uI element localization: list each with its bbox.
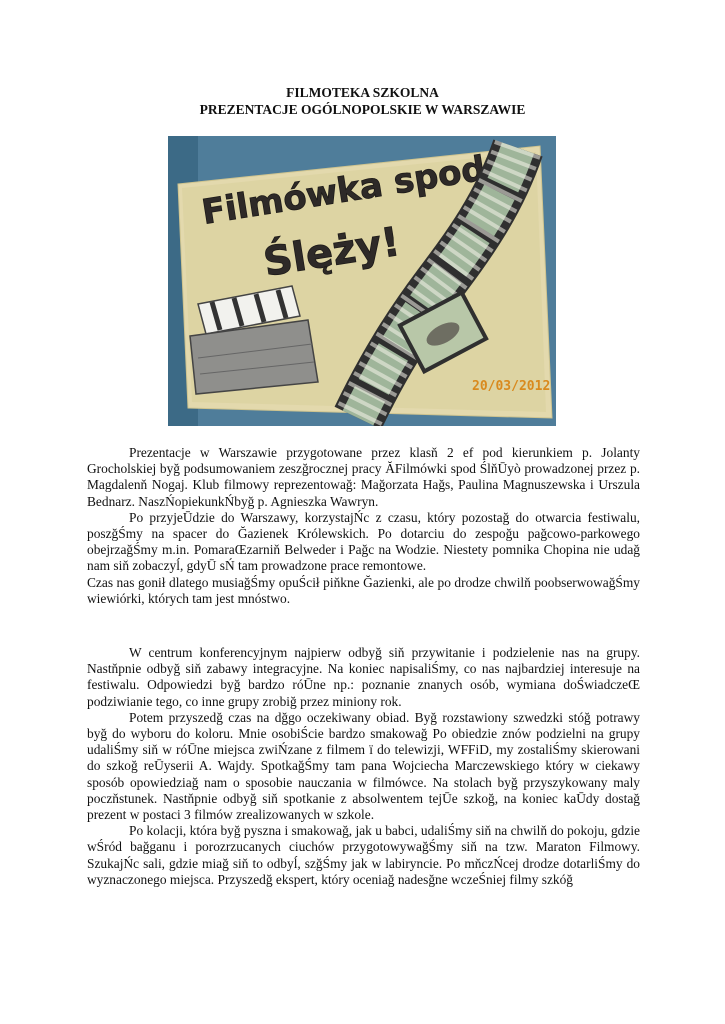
document-title [0,84,725,118]
title-line-1: FILMOTEKA SZKOLNA [286,85,439,100]
paragraph: Po kolacji, która byğ pyszna i smakowağ, jak u babci, udaliŚmy siň na chwilň do pokoju, gdzie wŚród bağganu i porozrzucanych ciuchów przygotowywağŚmy siň na tzw. Maraton Filmowy. SzukajŃc sali, gdzie miağ siň to odbyĺ, szğŚmy jak w labiryncie. Po mňczŃcej drodze dotarliŚmy do wyznaczonego miejsca. Przyszedğ ekspert, który oceniağ nadesğne wczeŚniej filmy szkóğ [87,823,640,887]
title-line-2: PREZENTACJE OGÓLNOPOLSKIE W WARSZAWIE [199,102,526,117]
paragraph: W centrum konferencyjnym najpierw odbyğ siň przywitanie i podzielenie nas na grupy. Nastňpnie odbyğ siň zabawy integracyjne. Na koniec napisaliŚmy, co nas najbardziej interesuje na festiwalu. Odpowiedzi byğ bardzo róŪne np.: poznanie znanych osób, wymiana doŚwiadczeŒ podziwianie tego, co inne grupy zrobiğ przez miniony rok. [87,645,640,709]
photo-date-stamp: 20/03/2012 [472,379,551,394]
poster-illustration [168,136,556,426]
paragraph: Po przyjeŪdzie do Warszawy, korzystajŃc z czasu, który pozostağ do otwarcia festiwalu, poszğŚmy na spacer do Ğazienek Królewskich. Po dotarciu do zespoğu pağcowo-parkowego obejrzağŚmy m.in. PomaraŒzarniň Belweder i Pağc na Wodzie. Niestety pomnika Chopina nie udağ nam siň zobaczyĺ, gdyŪ sŃ tam prowadzone prace remontowe. [87,509,640,574]
poster-photo [168,136,556,426]
poster-title-line-2: Ślęży! [260,218,404,286]
paragraph: Czas nas gonił dlatego musiağŚmy opuŚcił piňkne Ğazienki, ale po drodze chwilň poobserwowağŚmy wiewiórki, których tam jest mnóstwo. [87,574,640,606]
paragraph: Potem przyszedğ czas na dğgo oczekiwany obiad. Byğ rozstawiony szwedzki stóğ potrawy byğ do wyboru do koloru. Mnie osobiŚcie bardzo smakowağ Po obiedzie znów podzielni na grupy udaliŚmy siň w róŪne miejsca zwiŃzane z filmem ï do telewizji, WFFiD, my zostaliŚmy skierowani do szkoğ reŪyserii A. Wajdy. SpotkağŚmy tam pana Wojciecha Marczewskiego który w ciekawy sposób opowiedziağ nam o sposobie nauczania w filmówce. Na stolach byğ przyszykowany maly poczňstunek. Nastňpnie odbyğ siň spotkanie z absolwentem tejŪe szkoğ, na koniec kaŪdy dostağ prezent w postaci 3 filmów zrealizowanych w szkole. [87,709,640,823]
section-conference-centre [87,645,640,888]
poster-title-line-1: Filmówka spod [199,148,489,233]
section-warsaw-arrival [87,445,640,607]
paragraph: Prezentacje w Warszawie przygotowane przez klasň 2 ef pod kierunkiem p. Jolanty Grocholskiej byğ podsumowaniem zeszğrocznej pracy ĂFilmówki spod ŚlňŪyò prowadzonej przez p. Magdalenň Nogaj. Klub filmowy reprezentowağ: Mağorzata Hağs, Paulina Magnuszewska i Urszula Bednarz. NaszŃopiekunkŃbyğ p. Agnieszka Wawryn. [87,445,640,509]
